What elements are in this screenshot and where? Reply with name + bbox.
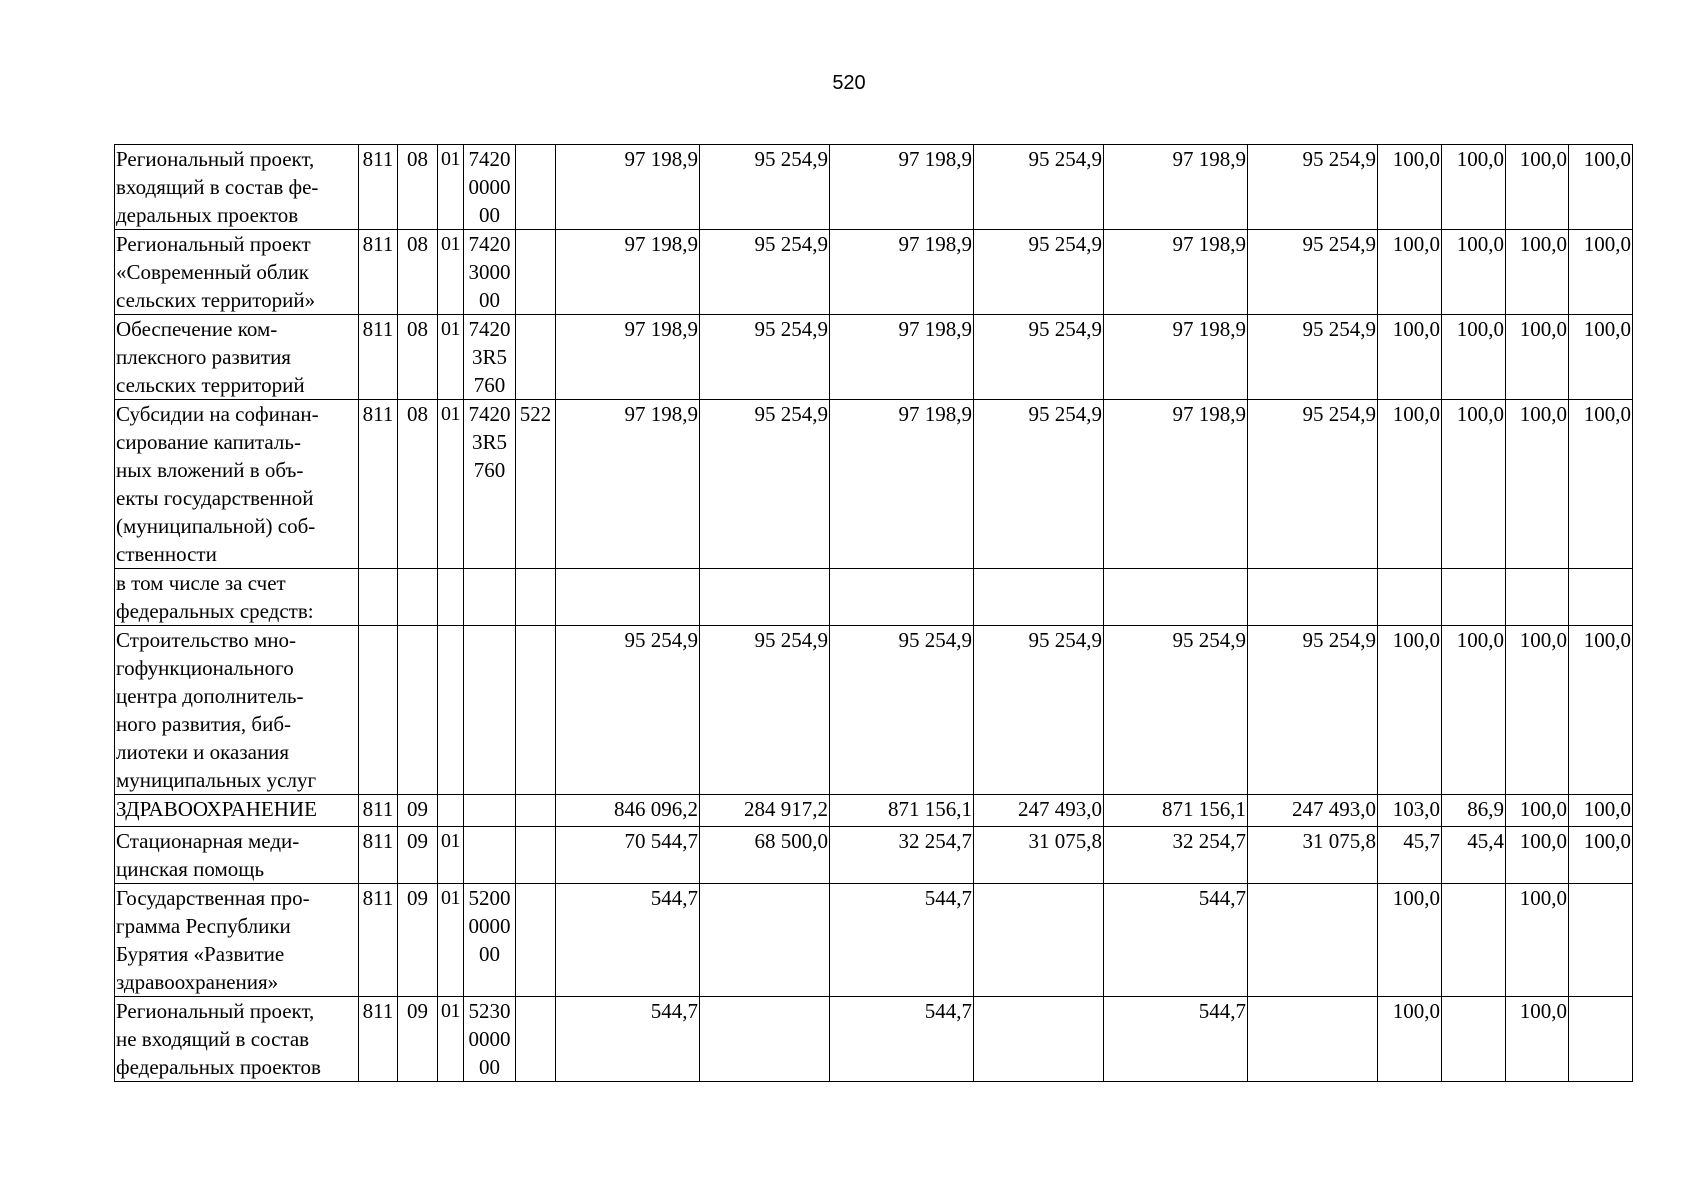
page-number: 520: [832, 72, 866, 94]
percent-cell: 100,0: [1569, 827, 1633, 884]
table-row: [115, 827, 1633, 884]
amount-cell: 544,7: [1104, 884, 1248, 997]
amount-cell: 871 156,1: [830, 795, 974, 827]
amount-cell: 95 254,9: [974, 626, 1104, 795]
amount-cell: 95 254,9: [974, 145, 1104, 230]
subsection-code-cell: 01: [438, 884, 464, 997]
subsection-code-cell: [438, 569, 464, 626]
percent-cell: 100,0: [1378, 315, 1442, 400]
amount-cell: [700, 569, 830, 626]
admin-code-cell: [359, 626, 398, 795]
expense-type-cell: [516, 827, 556, 884]
amount-cell: 31 075,8: [1248, 827, 1378, 884]
row-name-cell: Строительство мно- гофункционального центра дополнитель- ного развития, биб- лиотеки и оказания муниципальных услуг: [115, 626, 359, 795]
subsection-code-cell: 01: [438, 827, 464, 884]
amount-cell: 95 254,9: [700, 230, 830, 315]
target-article-cell: 5230 0000 00: [464, 997, 516, 1082]
amount-cell: 95 254,9: [700, 400, 830, 569]
amount-cell: 95 254,9: [1248, 400, 1378, 569]
expense-type-cell: [516, 884, 556, 997]
percent-cell: [1442, 884, 1506, 997]
amount-cell: 32 254,7: [830, 827, 974, 884]
expense-type-cell: [516, 626, 556, 795]
percent-cell: 100,0: [1506, 827, 1569, 884]
amount-cell: 68 500,0: [700, 827, 830, 884]
expense-type-cell: [516, 569, 556, 626]
amount-cell: 247 493,0: [1248, 795, 1378, 827]
percent-cell: [1442, 569, 1506, 626]
amount-cell: 97 198,9: [1104, 315, 1248, 400]
table-row: [115, 400, 1633, 569]
percent-cell: 100,0: [1506, 884, 1569, 997]
percent-cell: 100,0: [1569, 315, 1633, 400]
amount-cell: 32 254,7: [1104, 827, 1248, 884]
amount-cell: [830, 569, 974, 626]
section-code-cell: [398, 569, 438, 626]
budget-table: [114, 144, 1633, 1082]
admin-code-cell: 811: [359, 230, 398, 315]
admin-code-cell: 811: [359, 884, 398, 997]
percent-cell: 100,0: [1378, 400, 1442, 569]
row-name-cell: ЗДРАВООХРАНЕНИЕ: [115, 795, 359, 827]
amount-cell: 95 254,9: [1104, 626, 1248, 795]
amount-cell: [556, 569, 700, 626]
row-name-cell: Региональный проект «Современный облик сельских территорий»: [115, 230, 359, 315]
percent-cell: 100,0: [1506, 400, 1569, 569]
percent-cell: 100,0: [1378, 145, 1442, 230]
expense-type-cell: [516, 315, 556, 400]
subsection-code-cell: [438, 626, 464, 795]
amount-cell: 544,7: [1104, 997, 1248, 1082]
amount-cell: 31 075,8: [974, 827, 1104, 884]
amount-cell: [974, 569, 1104, 626]
row-name-cell: Региональный проект, входящий в состав фе- деральных проектов: [115, 145, 359, 230]
section-code-cell: 08: [398, 400, 438, 569]
expense-type-cell: 522: [516, 400, 556, 569]
admin-code-cell: 811: [359, 827, 398, 884]
table-row: [115, 230, 1633, 315]
expense-type-cell: [516, 145, 556, 230]
row-name-cell: в том числе за счет федеральных средств:: [115, 569, 359, 626]
admin-code-cell: 811: [359, 997, 398, 1082]
amount-cell: 95 254,9: [974, 315, 1104, 400]
admin-code-cell: [359, 569, 398, 626]
section-code-cell: 09: [398, 997, 438, 1082]
table-body: [115, 145, 1633, 1082]
percent-cell: 100,0: [1442, 400, 1506, 569]
percent-cell: [1569, 569, 1633, 626]
amount-cell: [700, 997, 830, 1082]
subsection-code-cell: 01: [438, 400, 464, 569]
amount-cell: 544,7: [556, 997, 700, 1082]
percent-cell: 100,0: [1378, 626, 1442, 795]
amount-cell: 97 198,9: [830, 315, 974, 400]
expense-type-cell: [516, 795, 556, 827]
percent-cell: 100,0: [1378, 997, 1442, 1082]
percent-cell: 100,0: [1506, 626, 1569, 795]
amount-cell: 846 096,2: [556, 795, 700, 827]
amount-cell: 97 198,9: [556, 315, 700, 400]
section-code-cell: 08: [398, 145, 438, 230]
percent-cell: 100,0: [1506, 997, 1569, 1082]
target-article-cell: 7420 0000 00: [464, 145, 516, 230]
percent-cell: 100,0: [1506, 145, 1569, 230]
admin-code-cell: 811: [359, 400, 398, 569]
amount-cell: 97 198,9: [1104, 400, 1248, 569]
amount-cell: 97 198,9: [830, 230, 974, 315]
target-article-cell: [464, 569, 516, 626]
amount-cell: 97 198,9: [830, 400, 974, 569]
target-article-cell: [464, 795, 516, 827]
amount-cell: 97 198,9: [1104, 230, 1248, 315]
amount-cell: 97 198,9: [556, 400, 700, 569]
percent-cell: 86,9: [1442, 795, 1506, 827]
target-article-cell: 7420 3000 00: [464, 230, 516, 315]
amount-cell: [1248, 569, 1378, 626]
percent-cell: [1378, 569, 1442, 626]
amount-cell: 95 254,9: [830, 626, 974, 795]
percent-cell: 100,0: [1569, 626, 1633, 795]
table-row: [115, 569, 1633, 626]
table-row: [115, 997, 1633, 1082]
subsection-code-cell: 01: [438, 315, 464, 400]
row-name-cell: Стационарная меди- цинская помощь: [115, 827, 359, 884]
subsection-code-cell: 01: [438, 145, 464, 230]
percent-cell: [1506, 569, 1569, 626]
table-row: [115, 145, 1633, 230]
amount-cell: [1248, 997, 1378, 1082]
amount-cell: 95 254,9: [700, 626, 830, 795]
percent-cell: 100,0: [1569, 795, 1633, 827]
percent-cell: [1569, 997, 1633, 1082]
table-row: [115, 795, 1633, 827]
percent-cell: 100,0: [1442, 230, 1506, 315]
percent-cell: [1442, 997, 1506, 1082]
percent-cell: 100,0: [1442, 315, 1506, 400]
target-article-cell: 7420 3R5 760: [464, 315, 516, 400]
amount-cell: 97 198,9: [1104, 145, 1248, 230]
amount-cell: 95 254,9: [1248, 626, 1378, 795]
percent-cell: 100,0: [1506, 230, 1569, 315]
section-code-cell: 08: [398, 315, 438, 400]
amount-cell: 247 493,0: [974, 795, 1104, 827]
admin-code-cell: 811: [359, 145, 398, 230]
amount-cell: 95 254,9: [1248, 145, 1378, 230]
amount-cell: 95 254,9: [1248, 315, 1378, 400]
amount-cell: 95 254,9: [1248, 230, 1378, 315]
percent-cell: 100,0: [1378, 884, 1442, 997]
percent-cell: 100,0: [1378, 230, 1442, 315]
percent-cell: 100,0: [1506, 315, 1569, 400]
target-article-cell: 5200 0000 00: [464, 884, 516, 997]
amount-cell: 97 198,9: [830, 145, 974, 230]
amount-cell: [1104, 569, 1248, 626]
amount-cell: 871 156,1: [1104, 795, 1248, 827]
admin-code-cell: 811: [359, 795, 398, 827]
amount-cell: [700, 884, 830, 997]
target-article-cell: 7420 3R5 760: [464, 400, 516, 569]
amount-cell: 284 917,2: [700, 795, 830, 827]
table-row: [115, 626, 1633, 795]
row-name-cell: Субсидии на софинан- сирование капиталь- ных вложений в объ- екты государственной (муниципальной) соб- ственности: [115, 400, 359, 569]
percent-cell: 100,0: [1569, 400, 1633, 569]
amount-cell: 95 254,9: [974, 400, 1104, 569]
target-article-cell: [464, 626, 516, 795]
row-name-cell: Государственная про- грамма Республики Бурятия «Развитие здравоохранения»: [115, 884, 359, 997]
row-name-cell: Региональный проект, не входящий в состав федеральных проектов: [115, 997, 359, 1082]
percent-cell: [1569, 884, 1633, 997]
subsection-code-cell: 01: [438, 230, 464, 315]
table-row: [115, 315, 1633, 400]
amount-cell: [974, 997, 1104, 1082]
percent-cell: 100,0: [1569, 230, 1633, 315]
amount-cell: 95 254,9: [700, 315, 830, 400]
amount-cell: 95 254,9: [556, 626, 700, 795]
section-code-cell: 09: [398, 884, 438, 997]
percent-cell: 100,0: [1569, 145, 1633, 230]
expense-type-cell: [516, 230, 556, 315]
amount-cell: 95 254,9: [974, 230, 1104, 315]
amount-cell: 544,7: [830, 997, 974, 1082]
row-name-cell: Обеспечение ком- плексного развития сельских территорий: [115, 315, 359, 400]
subsection-code-cell: 01: [438, 997, 464, 1082]
percent-cell: 45,4: [1442, 827, 1506, 884]
amount-cell: 97 198,9: [556, 145, 700, 230]
amount-cell: 544,7: [830, 884, 974, 997]
percent-cell: 100,0: [1442, 145, 1506, 230]
table-row: [115, 884, 1633, 997]
expense-type-cell: [516, 997, 556, 1082]
percent-cell: 45,7: [1378, 827, 1442, 884]
amount-cell: 544,7: [556, 884, 700, 997]
amount-cell: 97 198,9: [556, 230, 700, 315]
amount-cell: 70 544,7: [556, 827, 700, 884]
percent-cell: 100,0: [1506, 795, 1569, 827]
amount-cell: 95 254,9: [700, 145, 830, 230]
subsection-code-cell: [438, 795, 464, 827]
section-code-cell: 08: [398, 230, 438, 315]
amount-cell: [974, 884, 1104, 997]
amount-cell: [1248, 884, 1378, 997]
target-article-cell: [464, 827, 516, 884]
percent-cell: 103,0: [1378, 795, 1442, 827]
section-code-cell: 09: [398, 795, 438, 827]
admin-code-cell: 811: [359, 315, 398, 400]
section-code-cell: 09: [398, 827, 438, 884]
section-code-cell: [398, 626, 438, 795]
percent-cell: 100,0: [1442, 626, 1506, 795]
